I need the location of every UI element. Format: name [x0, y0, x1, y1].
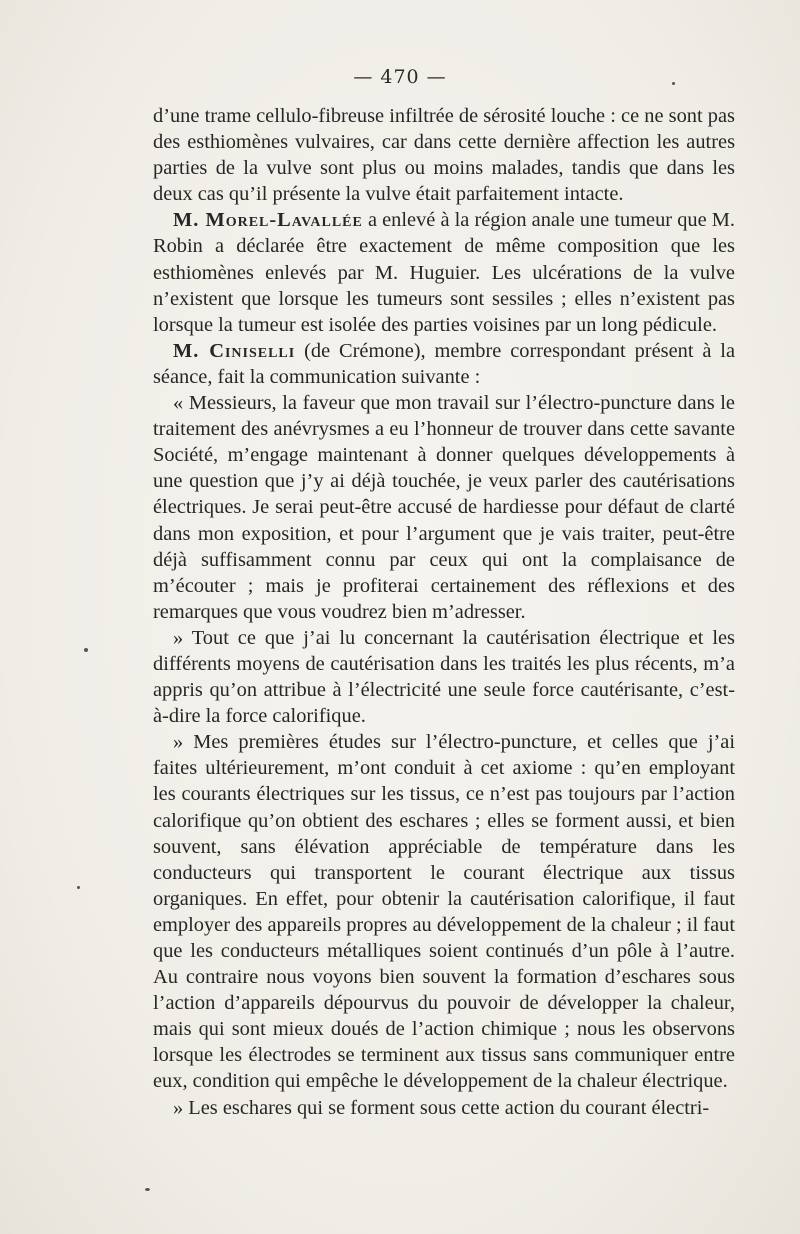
paragraph-3	[153, 338, 735, 390]
paragraph-5	[153, 625, 735, 729]
paragraph-7-text: » Les eschares qui se forment sous cette action du courant électri-	[173, 1096, 710, 1119]
paragraph-5-text: » Tout ce que j’ai lu concernant la cautérisation électrique et les différents moyens de cautérisation dans les traités les plus récents, m’a appris qu’on attribue à l’électricité une seule force cautérisante, c’est-à-dire la force calorifique.	[153, 626, 735, 728]
paragraph-6-text: » Mes premières études sur l’électro-puncture, et celles que j’ai faites ultérieurement, m’ont conduit à cet axiome : qu’en employant les courants électriques sur les tissus, ce n’est pas toujours par l’action calorifique qu’on obtient des eschares ; elles se forment aussi, et bien souvent, sans élévation appréciable de température dans les conducteurs qui transportent le courant électrique aux tissus organiques. En effet, pour obtenir la cautérisation calorifique, il faut employer des appareils propres au développement de la chaleur ; il faut que les conducteurs métalliques soient continués d’un pôle à l’autre. Au contraire nous voyons bien souvent la formation d’eschares sous l’action d’appareils dépourvus du pouvoir de développer la chaleur, mais qui sont mieux doués de l’action chimique ; nous les observons lorsque les électrodes se terminent aux tissus sans communiquer entre eux, condition qui empêche le développement de la chaleur électrique.	[153, 731, 735, 1093]
paragraph-2-text: a enlevé à la région anale une tumeur que M. Robin a déclarée être exactement de même composition que les esthiomènes enlevés par M. Huguier. Les ulcérations de la vulve n’existent que lorsque les tumeurs sont sessiles ; elles n’existent pas lorsque la tumeur est isolée des parties voisines par un long pédicule.	[153, 209, 735, 336]
paragraph-3-text: (de Crémone), membre correspondant présent à la séance, fait la communication suivante :	[153, 339, 736, 388]
page-number: — 470 —	[353, 66, 447, 88]
paragraph-1	[153, 103, 735, 207]
paper-speck	[84, 648, 88, 652]
paragraph-2	[153, 207, 735, 337]
body-text	[153, 103, 735, 1121]
speaker-name: M. Morel-Lavallée	[173, 209, 363, 232]
paragraph-7	[153, 1095, 735, 1121]
paper-speck	[672, 82, 675, 85]
paper-speck	[77, 886, 80, 889]
paragraph-4	[153, 390, 735, 625]
paragraph-4-text: « Messieurs, la faveur que mon travail sur l’électro-puncture dans le traitement des anévrysmes a eu l’honneur de trouver dans cette savante Société, m’engage maintenant à donner quelques développements à une question que j’y ai déjà touchée, je veux parler des cautérisations électriques. Je serai peut-être accusé de hardiesse pour défaut de clarté dans mon exposition, et pour l’argument que je vais traiter, peut-être déjà suffisamment connu par ceux qui ont la complaisance de m’écouter ; mais je profiterai certainement des réflexions et des remarques que vous voudrez bien m’adresser.	[153, 392, 735, 623]
speaker-name: M. Ciniselli	[173, 339, 296, 362]
paper-speck	[145, 1188, 150, 1191]
paragraph-1-text: d’une trame cellulo-fibreuse infiltrée de sérosité louche : ce ne sont pas des esthiomènes vulvaires, car dans cette dernière affection les autres parties de la vulve sont plus ou moins malades, tandis que dans les deux cas qu’il présente la vulve était parfaitement intacte.	[153, 105, 735, 206]
paragraph-6	[153, 729, 735, 1094]
